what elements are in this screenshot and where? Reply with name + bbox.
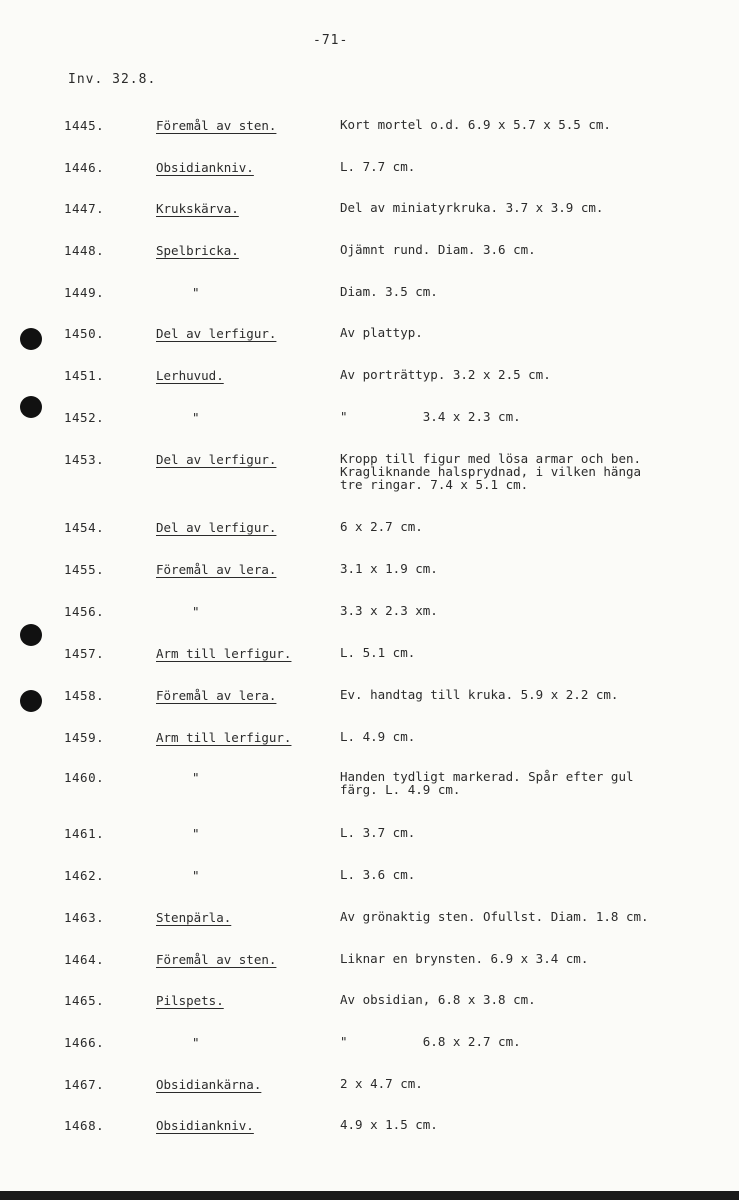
entry-description: Av porträttyp. 3.2 x 2.5 cm. <box>340 367 551 382</box>
entry-title: Lerhuvud. <box>156 368 224 383</box>
entry-title: Obsidiankniv. <box>156 160 254 175</box>
entry-number: 1459. <box>64 730 105 745</box>
entry-number: 1446. <box>64 160 105 175</box>
entry-description: L. 5.1 cm. <box>340 645 416 660</box>
entry-description: 4.9 x 1.5 cm. <box>340 1117 438 1132</box>
entry-description: Kort mortel o.d. 6.9 x 5.7 x 5.5 cm. <box>340 117 611 132</box>
entry-number: 1464. <box>64 952 105 967</box>
entry-description: Handen tydligt markerad. Spår efter gul färg. L. 4.9 cm. <box>340 769 634 797</box>
entry-description: L. 3.6 cm. <box>340 867 416 882</box>
entry-number: 1456. <box>64 604 105 619</box>
entry-number: 1457. <box>64 646 105 661</box>
entry-title: Del av lerfigur. <box>156 520 277 535</box>
entry-number: 1449. <box>64 285 105 300</box>
entry-description: Av plattyp. <box>340 325 423 340</box>
entry-title: Obsidiankniv. <box>156 1118 254 1133</box>
entry-number: 1447. <box>64 201 105 216</box>
entry-number: 1467. <box>64 1077 105 1092</box>
entry-title: Föremål av lera. <box>156 688 277 703</box>
entry-title: Föremål av sten. <box>156 118 277 133</box>
entry-title: Pilspets. <box>156 993 224 1008</box>
entry-number: 1458. <box>64 688 105 703</box>
entry-title: " <box>192 1035 200 1050</box>
entry-number: 1460. <box>64 770 105 785</box>
entry-description: 3.3 x 2.3 xm. <box>340 603 438 618</box>
entry-description: Diam. 3.5 cm. <box>340 284 438 299</box>
entry-title: Del av lerfigur. <box>156 452 277 467</box>
entry-number: 1445. <box>64 118 105 133</box>
entry-title: " <box>192 868 200 883</box>
entry-description: 2 x 4.7 cm. <box>340 1076 423 1091</box>
entry-title: Arm till lerfigur. <box>156 646 292 661</box>
entry-title: " <box>192 410 200 425</box>
entry-number: 1450. <box>64 326 105 341</box>
entry-title: " <box>192 770 200 785</box>
entry-number: 1463. <box>64 910 105 925</box>
entry-description: " 6.8 x 2.7 cm. <box>340 1034 521 1049</box>
entry-title: Obsidiankärna. <box>156 1077 262 1092</box>
entry-title: Spelbricka. <box>156 243 239 258</box>
entry-description: Av obsidian, 6.8 x 3.8 cm. <box>340 992 536 1007</box>
punch-hole <box>20 396 42 418</box>
inventory-number: Inv. 32.8. <box>68 72 157 87</box>
entry-number: 1454. <box>64 520 105 535</box>
punch-hole <box>20 624 42 646</box>
entry-title: Föremål av lera. <box>156 562 277 577</box>
entry-title: Arm till lerfigur. <box>156 730 292 745</box>
punch-hole <box>20 328 42 350</box>
entry-description: L. 7.7 cm. <box>340 159 416 174</box>
scan-border <box>0 1191 739 1200</box>
entry-title: " <box>192 826 200 841</box>
entry-number: 1468. <box>64 1118 105 1133</box>
entry-description: " 3.4 x 2.3 cm. <box>340 409 521 424</box>
entry-description: Ev. handtag till kruka. 5.9 x 2.2 cm. <box>340 687 619 702</box>
entry-title: " <box>192 285 200 300</box>
entry-description: L. 3.7 cm. <box>340 825 416 840</box>
entry-description: L. 4.9 cm. <box>340 729 416 744</box>
entry-number: 1461. <box>64 826 105 841</box>
entry-number: 1453. <box>64 452 105 467</box>
entry-title: Stenpärla. <box>156 910 232 925</box>
entry-number: 1465. <box>64 993 105 1008</box>
entry-description: 3.1 x 1.9 cm. <box>340 561 438 576</box>
entry-description: Del av miniatyrkruka. 3.7 x 3.9 cm. <box>340 200 604 215</box>
entry-description: Kropp till figur med lösa armar och ben. Kragliknande halsprydnad, i vilken hänga tre ringar. 7.4 x 5.1 cm. <box>340 451 642 492</box>
entry-title: Krukskärva. <box>156 201 239 216</box>
entry-title: Föremål av sten. <box>156 952 277 967</box>
entry-description: Av grönaktig sten. Ofullst. Diam. 1.8 cm. <box>340 909 649 924</box>
entry-number: 1451. <box>64 368 105 383</box>
entry-number: 1448. <box>64 243 105 258</box>
page-number: -71- <box>313 33 349 48</box>
entry-number: 1452. <box>64 410 105 425</box>
entry-description: Ojämnt rund. Diam. 3.6 cm. <box>340 242 536 257</box>
entry-title: " <box>192 604 200 619</box>
entry-number: 1462. <box>64 868 105 883</box>
punch-hole <box>20 690 42 712</box>
entry-description: Liknar en brynsten. 6.9 x 3.4 cm. <box>340 951 589 966</box>
entry-description: 6 x 2.7 cm. <box>340 519 423 534</box>
entry-title: Del av lerfigur. <box>156 326 277 341</box>
entry-number: 1455. <box>64 562 105 577</box>
entry-number: 1466. <box>64 1035 105 1050</box>
